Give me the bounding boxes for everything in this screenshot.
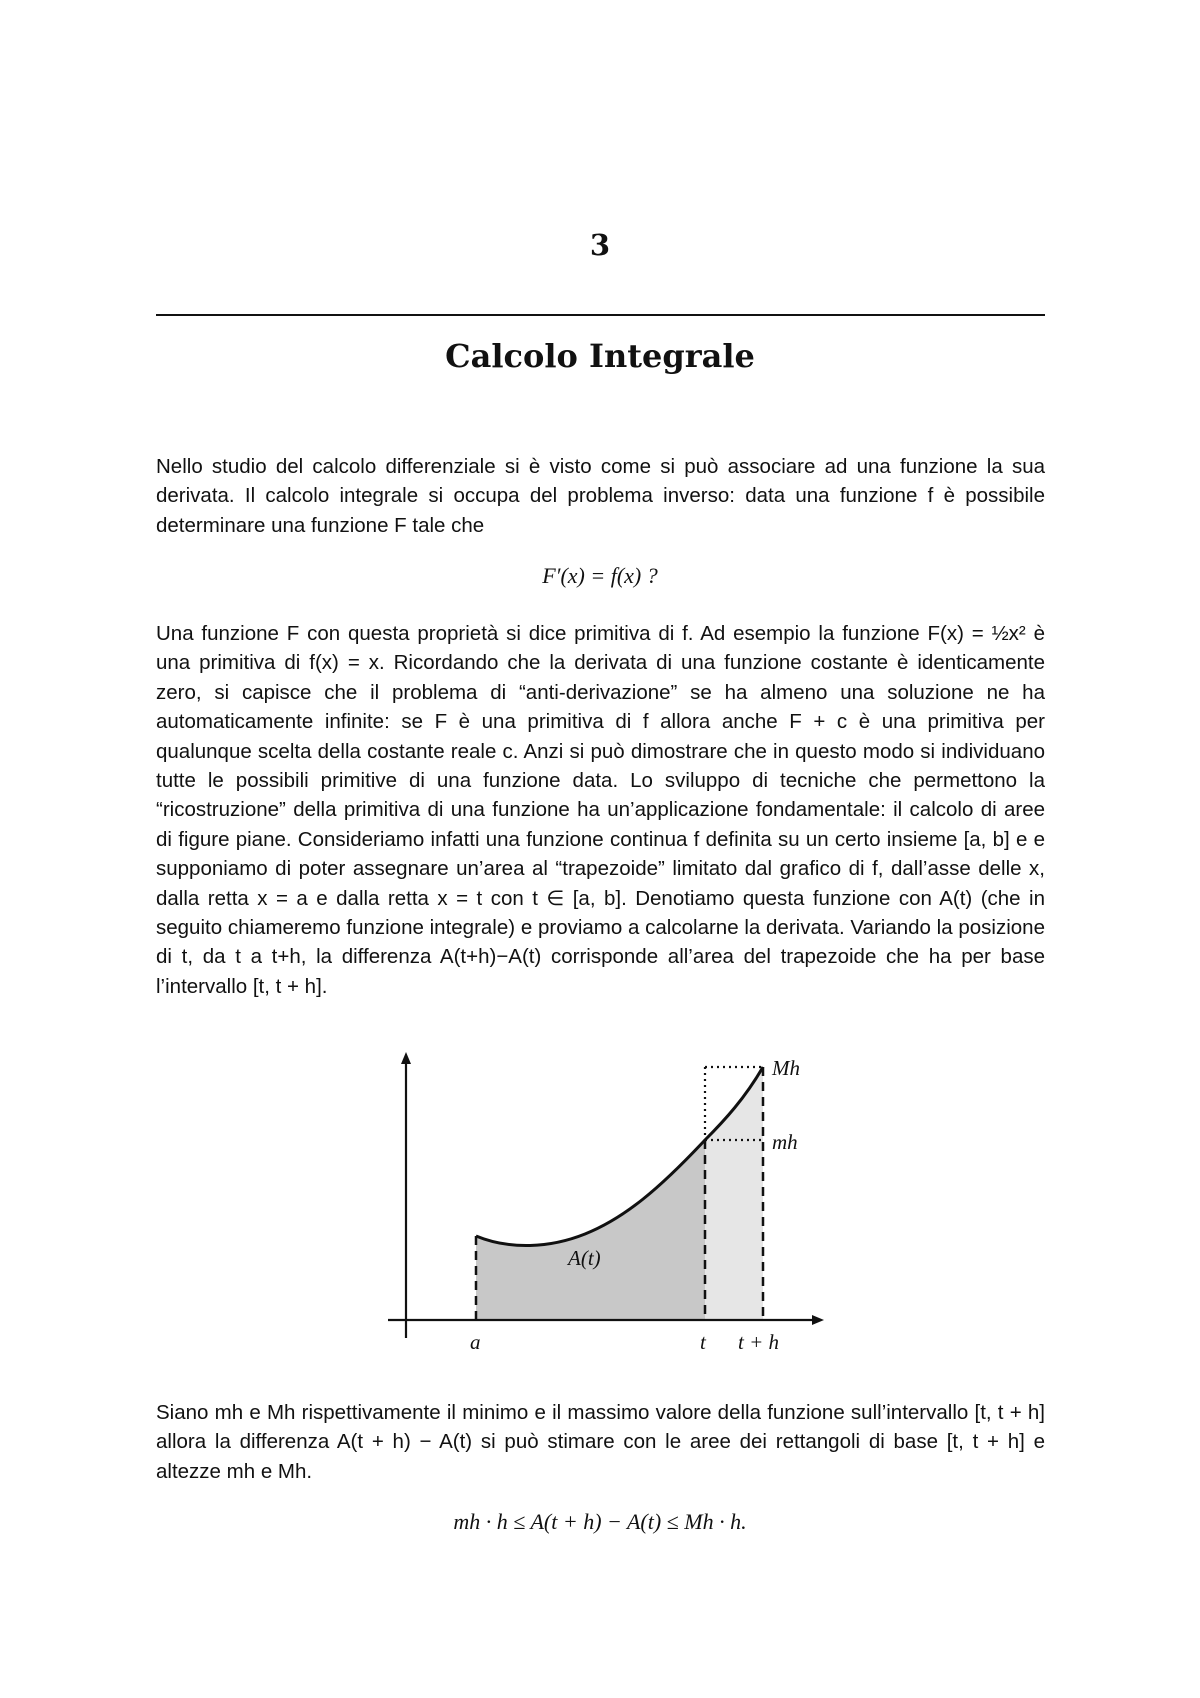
area-a-to-t — [476, 1140, 705, 1320]
tick-label-t: t — [700, 1330, 706, 1354]
x-axis-arrow — [812, 1315, 824, 1325]
after-figure-paragraph: Siano mh e Mh rispettivamente il minimo e il massimo valore della funzione sull’intervallo [t, t + h] allora la differenza A(t + h) − A(t) si può stimare con le aree dei rettangoli di base [t, t + h] e altezze mh e Mh. — [156, 1401, 1045, 1483]
label-area: A(t) — [568, 1246, 601, 1270]
chapter-title: Calcolo Integrale — [445, 337, 755, 375]
integral-figure — [380, 1040, 840, 1360]
intro-paragraph: Nello studio del calcolo differenziale si è visto come si può associare ad una funzione la sua derivata. Il calcolo integrale si occupa del problema inverso: data una funzione f è possibile determinare una funzione F tale che — [156, 455, 1045, 537]
area-t-to-th — [705, 1067, 763, 1320]
body-paragraph: Una funzione F con questa proprietà si dice primitiva di f. Ad esempio la funzione F(x) = ½x² è una primitiva di f(x) = x. Ricordando che la derivata di una funzione costante è identicamente zero, si capisce che il problema di “anti-derivazione” se ha almeno una soluzione ne ha automaticamente infinite: se F è una primitiva di f allora anche F + c è una primitiva per qualunque scelta della costante reale c. Anzi si può dimostrare che in questo modo si individuano tutte le possibili primitive di una funzione data. Lo sviluppo di tecniche che permettono la “ricostruzione” della primitiva di una funzione ha un’applicazione fondamentale: il calcolo di aree di figure piane. Consideriamo infatti una funzione continua f definita su un certo insieme [a, b] e e supponiamo di poter assegnare un’area al “trapezoide” limitato dal grafico di f, dall’asse delle x, dalla retta x = a e dalla retta x = t con t ∈ [a, b]. Denotiamo questa funzione con A(t) (che in seguito chiameremo funzione integrale) e proviamo a calcolarne la derivata. Variando la posizione di t, da t a t+h, la differenza A(t+h)−A(t) corrisponde all’area del trapezoide che ha per base l’intervallo [t, t + h]. — [156, 622, 1045, 998]
chapter-number: 3 — [589, 228, 611, 262]
tick-label-t-plus-h: t + h — [738, 1330, 780, 1354]
title-rule — [156, 314, 1045, 316]
label-mh: mh — [772, 1130, 798, 1154]
y-axis-arrow — [401, 1052, 411, 1064]
tick-label-a: a — [470, 1330, 481, 1354]
label-Mh: Mh — [772, 1056, 800, 1080]
equation-primitive: F′(x) = f(x) ? — [542, 563, 658, 588]
equation-inequality: mh · h ≤ A(t + h) − A(t) ≤ Mh · h. — [453, 1509, 747, 1534]
